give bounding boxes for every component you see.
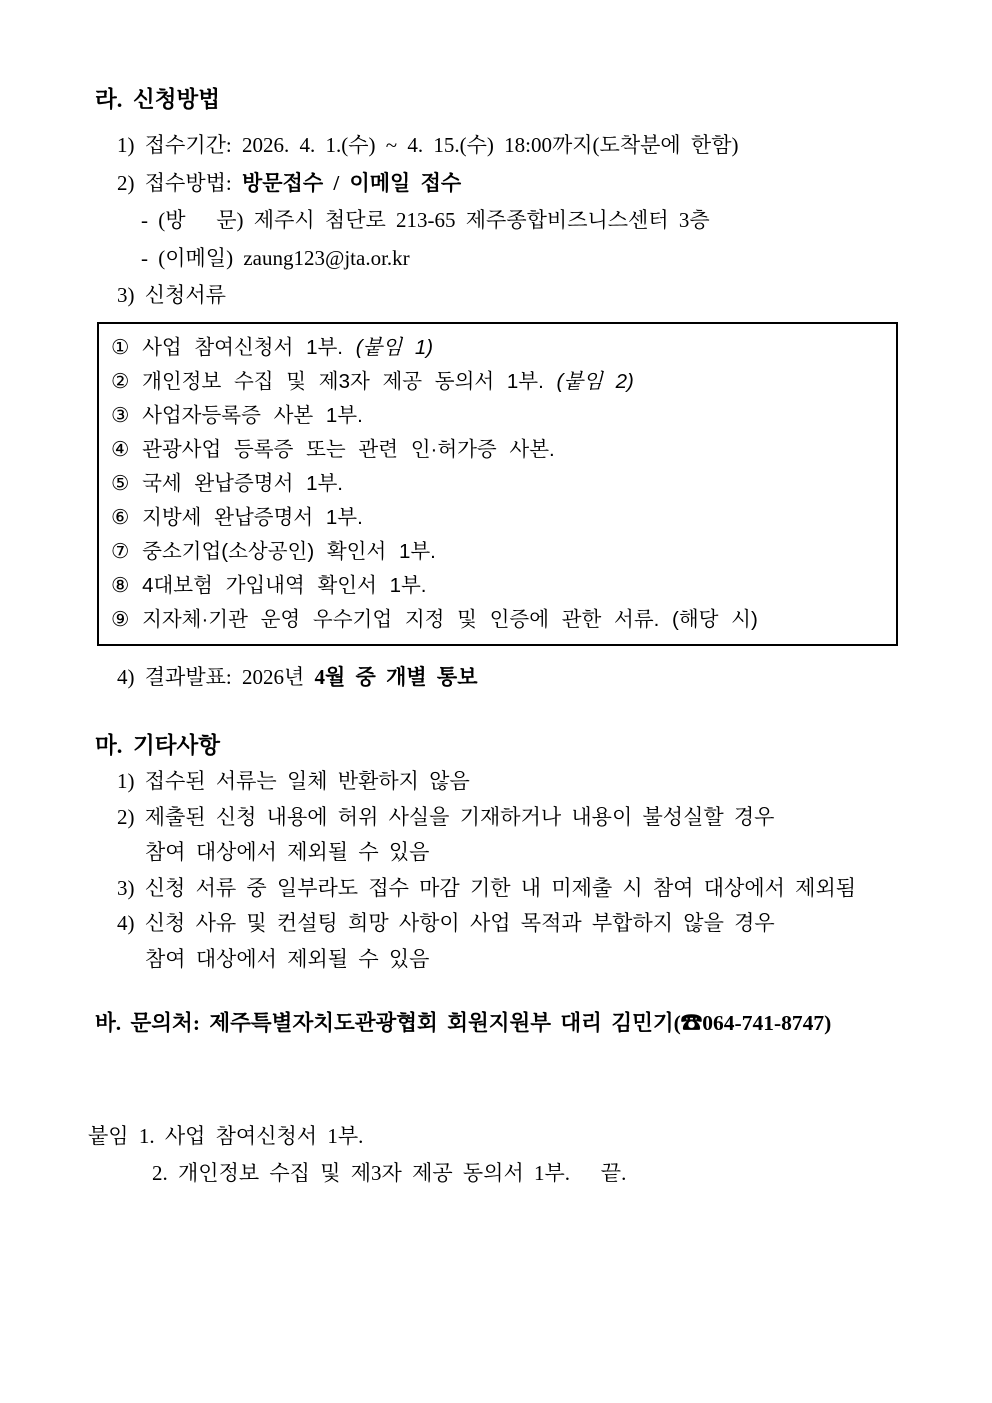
result-label: 4) 결과발표: 2026년 <box>117 664 315 689</box>
section-contact-line: 바. 문의처: 제주특별자치도관광협회 회원지원부 대리 김민기(☎064-741-8747) <box>95 1011 832 1035</box>
line-docs-label: 3) 신청서류 <box>117 283 226 307</box>
line-receipt-method <box>95 165 942 203</box>
result-value: 4월 중 개별 통보 <box>314 664 478 689</box>
line-etc-1: 1) 접수된 서류는 일체 반환하지 않음 <box>117 769 470 793</box>
required-documents-box <box>97 322 898 646</box>
attachment-line-2: 2. 개인정보 수집 및 제3자 제공 동의서 1부. 끝. <box>152 1161 627 1185</box>
attachment-line-1: 붙임 1. 사업 참여신청서 1부. <box>88 1124 364 1148</box>
doc-item-1 <box>111 331 880 365</box>
section-heading-apply-method: 라. 신청방법 <box>95 87 220 112</box>
doc-item-7-text: ⑦ 중소기업(소상공인) 확인서 1부. <box>111 539 436 563</box>
doc-item-9-text: ⑨ 지자체·기관 운영 우수기업 지정 및 인증에 관한 서류. (해당 시) <box>111 607 758 631</box>
doc-item-7 <box>111 535 880 569</box>
doc-item-5-text: ⑤ 국세 완납증명서 1부. <box>111 471 343 495</box>
section-heading-etc: 마. 기타사항 <box>95 733 220 758</box>
doc-item-8 <box>111 569 880 603</box>
email-label: - (이메일) <box>141 245 244 270</box>
doc-item-2 <box>111 365 880 399</box>
doc-item-2-note: (붙임 2) <box>556 369 634 393</box>
doc-item-3-text: ③ 사업자등록증 사본 1부. <box>111 403 363 427</box>
doc-item-8-text: ⑧ 4대보험 가입내역 확인서 1부. <box>111 573 427 597</box>
line-visit-address: - (방 문) 제주시 첨단로 213-65 제주종합비즈니스센터 3층 <box>141 208 710 232</box>
doc-item-9 <box>111 603 880 637</box>
doc-item-6 <box>111 501 880 535</box>
doc-item-1-note: (붙임 1) <box>355 335 434 359</box>
attachments-block <box>88 1118 942 1192</box>
doc-item-6-text: ⑥ 지방세 완납증명서 1부. <box>111 505 363 529</box>
email-value: zaung123@jta.or.kr <box>243 245 410 270</box>
doc-item-1-text: ① 사업 참여신청서 1부. <box>111 335 356 359</box>
doc-item-4-text: ④ 관광사업 등록증 또는 관련 인·허가증 사본. <box>111 437 555 461</box>
line-email-address <box>95 240 942 278</box>
line-result-announcement <box>95 659 942 697</box>
doc-item-2-text: ② 개인정보 수집 및 제3자 제공 동의서 1부. <box>111 369 557 393</box>
receipt-method-value: 방문접수 / 이메일 접수 <box>241 170 462 195</box>
line-etc-3: 3) 신청 서류 중 일부라도 접수 마감 기한 내 미제출 시 참여 대상에서 제외됨 <box>117 875 857 900</box>
doc-item-5 <box>111 467 880 501</box>
doc-item-4 <box>111 433 880 467</box>
line-etc-4-cont: 참여 대상에서 제외될 수 있음 <box>145 946 430 971</box>
doc-item-3 <box>111 399 880 433</box>
receipt-method-label: 2) 접수방법: <box>117 170 242 195</box>
line-receipt-period: 1) 접수기간: 2026. 4. 1.(수) ~ 4. 15.(수) 18:00까지(도착분에 한함) <box>117 133 739 157</box>
line-etc-4: 4) 신청 사유 및 컨설팅 희망 사항이 사업 목적과 부합하지 않을 경우 <box>117 911 775 935</box>
line-etc-2: 2) 제출된 신청 내용에 허위 사실을 기재하거나 내용이 불성실할 경우 <box>117 804 775 829</box>
line-etc-2-cont: 참여 대상에서 제외될 수 있음 <box>145 840 430 864</box>
